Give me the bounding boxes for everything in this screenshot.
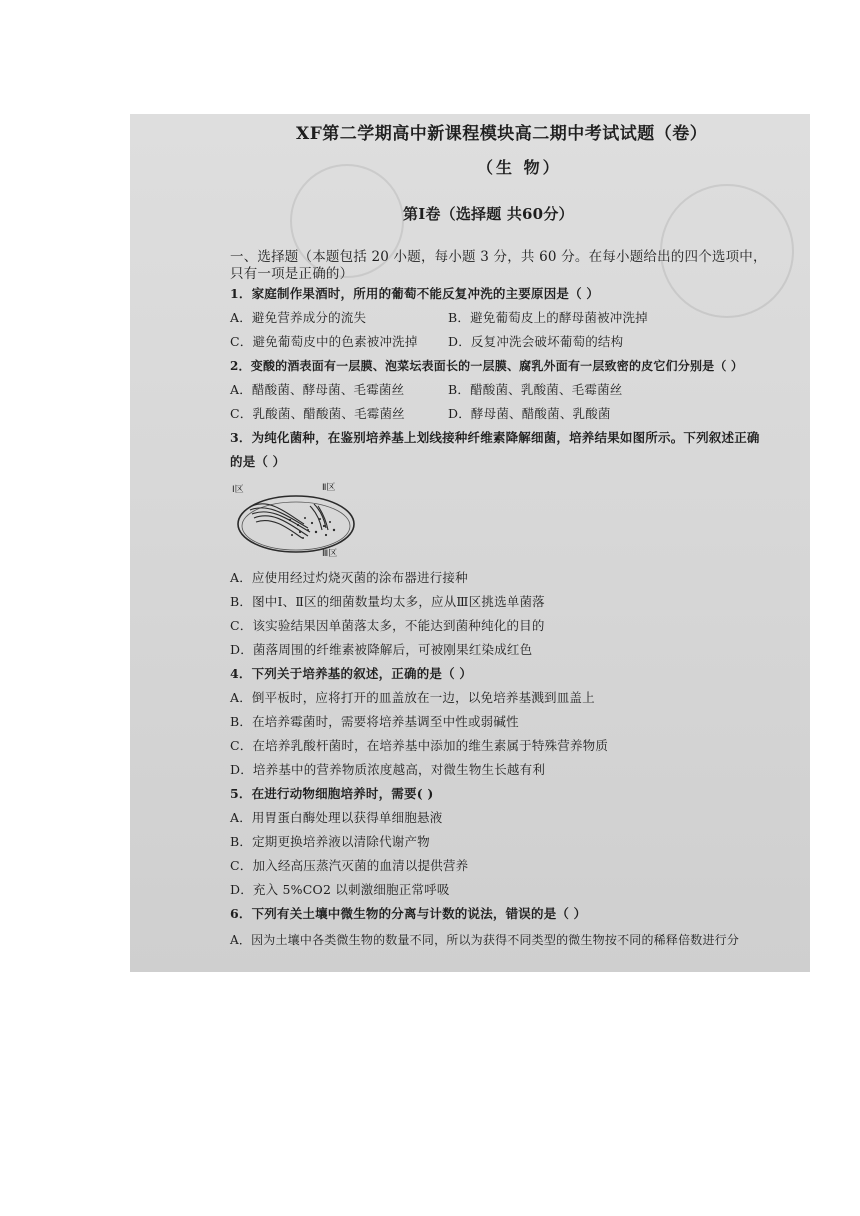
question-1-option-b: B．避免葡萄皮上的酵母菌被冲洗掉 [448,310,648,325]
question-3-option-c: C．该实验结果因单菌落太多，不能达到菌种纯化的目的 [230,618,545,633]
streak-plate-figure [230,480,370,558]
question-2-option-b: B．醋酸菌、乳酸菌、毛霉菌丝 [448,382,623,397]
question-2-option-d: D．酵母菌、醋酸菌、乳酸菌 [448,406,611,421]
question-5-option-d: D．充入 5%CO2 以刺激细胞正常呼吸 [230,882,450,897]
scanned-exam-page [130,114,810,972]
petri-dish-diagram [230,480,370,558]
question-2-option-c: C．乳酸菌、醋酸菌、毛霉菌丝 [230,406,405,421]
figure-label-zone-2: Ⅱ区 [322,483,336,493]
exam-title: XF第二学期高中新课程模块高二期中考试试题（卷） [296,124,708,144]
figure-label-zone-3: Ⅲ区 [322,549,338,558]
question-1-option-c: C．避免葡萄皮中的色素被冲洗掉 [230,334,418,349]
question-4-option-b: B．在培养霉菌时，需要将培养基调至中性或弱碱性 [230,714,519,729]
section-heading: 第I卷（选择题 共60分） [403,205,574,223]
subject-label: （生 物） [477,158,562,177]
question-5-option-a: A．用胃蛋白酶处理以获得单细胞悬液 [230,810,443,825]
question-5-stem: 5．在进行动物细胞培养时，需要( ) [230,786,434,801]
instructions-line-1: 一、选择题（本题包括 20 小题，每小题 3 分，共 60 分。在每小题给出的四个选项中， [230,249,767,265]
question-1-stem: 1．家庭制作果酒时，所用的葡萄不能反复冲洗的主要原因是（ ） [230,286,600,301]
question-6-stem: 6．下列有关土壤中微生物的分离与计数的说法，错误的是（ ） [230,906,587,921]
question-2-option-a: A．醋酸菌、酵母菌、毛霉菌丝 [230,382,405,397]
question-4-option-a: A．倒平板时，应将打开的皿盖放在一边，以免培养基溅到皿盖上 [230,690,595,705]
question-6-option-a: A．因为土壤中各类微生物的数量不同，所以为获得不同类型的微生物按不同的稀释倍数进行分 [230,933,740,947]
question-3-stem-line-2: 的是（ ） [230,454,286,469]
question-1-option-d: D．反复冲洗会破坏葡萄的结构 [448,334,624,349]
question-3-stem-line-1: 3．为纯化菌种，在鉴别培养基上划线接种纤维素降解细菌，培养结果如图所示。下列叙述正确 [230,430,760,445]
question-1-option-a: A．避免营养成分的流失 [230,310,367,325]
question-3-option-d: D．菌落周围的纤维素被降解后，可被刚果红染成红色 [230,642,533,657]
question-4-option-d: D．培养基中的营养物质浓度越高，对微生物生长越有利 [230,762,546,777]
question-4-stem: 4．下列关于培养基的叙述，正确的是（ ） [230,666,473,681]
question-2-stem: 2．变酸的酒表面有一层膜、泡菜坛表面长的一层膜、腐乳外面有一层致密的皮它们分别是（ ） [230,359,744,373]
instructions-line-2: 只有一项是正确的） [230,266,354,282]
question-3-option-b: B．图中Ⅰ、Ⅱ区的细菌数量均太多，应从Ⅲ区挑选单菌落 [230,594,545,609]
question-3-option-a: A．应使用经过灼烧灭菌的涂布器进行接种 [230,570,468,585]
question-4-option-c: C．在培养乳酸杆菌时，在培养基中添加的维生素属于特殊营养物质 [230,738,609,753]
exam-content [130,114,810,972]
question-5-option-b: B．定期更换培养液以清除代谢产物 [230,834,430,849]
figure-label-zone-1: Ⅰ区 [232,485,244,495]
question-5-option-c: C．加入经高压蒸汽灭菌的血清以提供营养 [230,858,469,873]
